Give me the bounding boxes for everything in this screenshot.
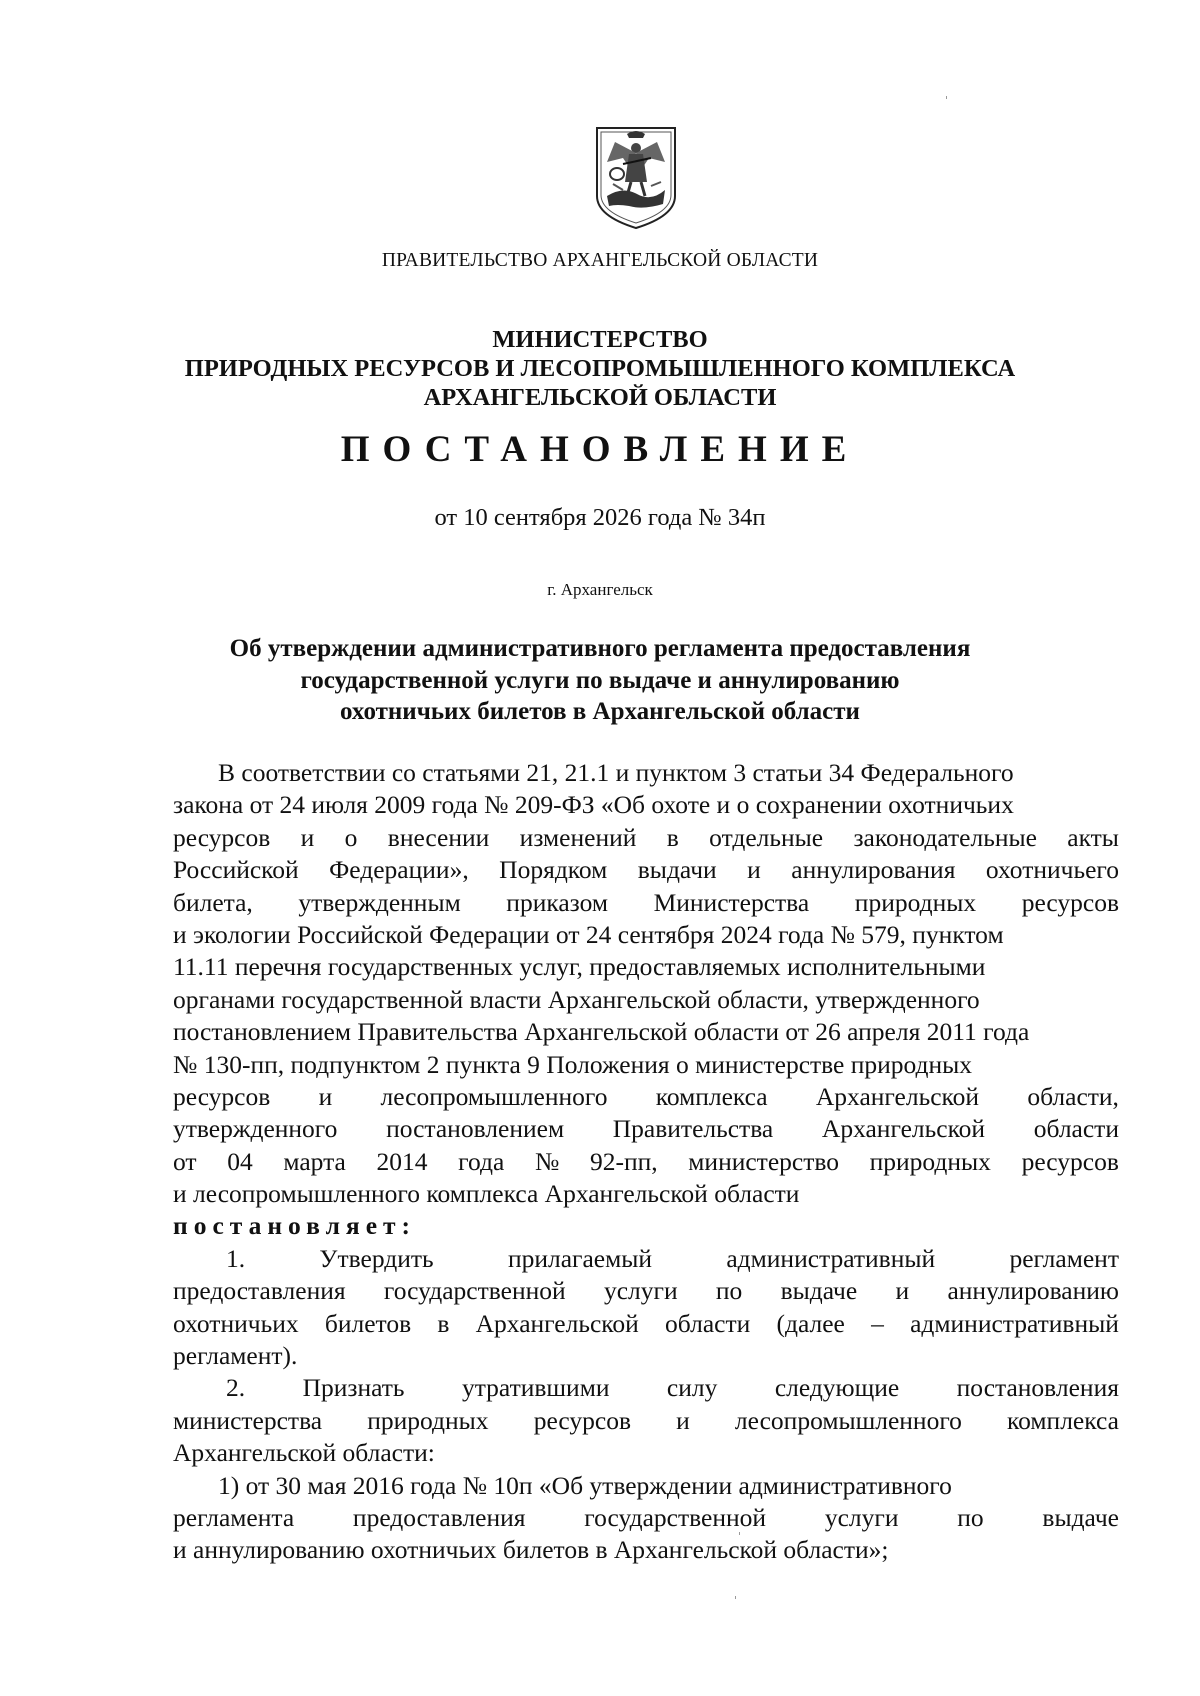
word: природных (869, 1146, 991, 1176)
word: изменений (519, 822, 637, 852)
word: ресурсов (1021, 1146, 1119, 1176)
text-line (173, 1340, 1119, 1372)
word: Архангельской (544, 1179, 708, 1209)
ministry-name (0, 325, 1200, 412)
word: 04 (227, 1146, 253, 1176)
text-line (173, 1308, 1119, 1340)
word: следующие (774, 1373, 900, 1403)
word: № (534, 1146, 560, 1176)
word: 11.11 перечня государственных услуг, предоставляемых исполнительными (173, 952, 986, 982)
ministry-line: ПРИРОДНЫХ РЕСУРСОВ И ЛЕСОПРОМЫШЛЕННОГО КОМПЛЕКСА (184, 355, 1016, 382)
title-line: Об утверждении административного регламента предоставления (229, 635, 971, 662)
word: о (344, 822, 358, 852)
word: марта (283, 1146, 346, 1176)
word: приказом (506, 887, 608, 917)
word: выдаче (1042, 1502, 1119, 1532)
text-line (173, 1372, 1119, 1404)
word: лесопромышленного (193, 1179, 421, 1209)
word: утвержденного (173, 1114, 338, 1144)
word: Архангельской (815, 1081, 980, 1111)
word: выдачи (637, 855, 717, 885)
word: и (173, 1179, 187, 1209)
scan-speck (946, 96, 947, 99)
word: услуги (603, 1276, 678, 1306)
word: по (957, 1502, 984, 1532)
word: Правительства (612, 1114, 774, 1144)
ministry-line: АРХАНГЕЛЬСКОЙ ОБЛАСТИ (423, 384, 777, 411)
word: охотничьего (985, 855, 1119, 885)
word: и (676, 1405, 690, 1435)
word: ресурсов (173, 1081, 271, 1111)
word: предоставления (352, 1502, 526, 1532)
word: и экологии Российской Федерации от 24 сентября 2024 года № 579, пунктом (173, 919, 1004, 949)
word: утратившими (461, 1373, 610, 1403)
word: предоставления (173, 1276, 346, 1306)
word: регламент (1009, 1243, 1119, 1273)
word: комплекса (655, 1081, 768, 1111)
text-line (173, 1178, 1119, 1210)
title-line: государственной услуги по выдаче и аннулированию (300, 666, 900, 694)
word: и (747, 855, 761, 885)
word: Архангельской (821, 1114, 986, 1144)
word: министерство (688, 1146, 839, 1176)
coat-of-arms-icon (593, 124, 679, 230)
scan-speck (739, 1532, 740, 1535)
word: Федерации», (329, 855, 469, 885)
word: Архангельской области: (173, 1438, 435, 1468)
document-body (173, 757, 1119, 1567)
word: в (666, 822, 679, 852)
word: и (895, 1276, 910, 1306)
word: В соответствии со статьями 21, 21.1 и пунктом 3 статьи 34 Федерального (218, 758, 1014, 787)
word: от (173, 1146, 197, 1176)
word: в (437, 1308, 450, 1338)
text-line (173, 822, 1119, 854)
text-line (173, 1016, 1119, 1048)
text-line (173, 919, 1119, 951)
word: внесении (387, 822, 490, 852)
word: природных (854, 887, 977, 917)
word: Архангельской (475, 1308, 639, 1338)
word: (далее (776, 1308, 845, 1338)
word: акты (1067, 822, 1119, 852)
document-title (0, 633, 1200, 728)
preamble (173, 757, 1119, 1210)
word: Утвердить (319, 1243, 434, 1273)
word: Российской (173, 855, 299, 885)
word: области (1033, 1114, 1119, 1144)
word: лесопромышленного (734, 1405, 962, 1435)
word: билета, (173, 887, 253, 917)
resolves-line (173, 1210, 1119, 1242)
word: области (665, 1308, 751, 1338)
text-line (173, 1049, 1119, 1081)
word: утвержденным (298, 887, 461, 917)
word: административный (910, 1308, 1119, 1338)
word: и аннулированию охотничьих билетов в Архангельской области»; (173, 1535, 889, 1565)
text-line (173, 984, 1119, 1016)
text-line (173, 1534, 1119, 1566)
text-line (173, 1243, 1119, 1275)
word: государственной (383, 1276, 566, 1306)
word: Министерства (653, 887, 810, 917)
document-type: ПОСТАНОВЛЕНИЕ (340, 429, 860, 470)
text-line (173, 1146, 1119, 1178)
date-and-number: от 10 сентября 2026 года № 34п (434, 504, 766, 531)
word: 92-пп, (589, 1146, 658, 1176)
word: силу (666, 1373, 718, 1403)
word: постановления (956, 1373, 1119, 1403)
scan-speck (735, 1596, 736, 1599)
word: комплекса (426, 1179, 539, 1209)
text-line (173, 757, 1119, 789)
text-line (173, 1437, 1119, 1469)
word: 2014 (376, 1146, 428, 1176)
word: аннулирования (791, 855, 956, 885)
title-line: охотничьих билетов в Архангельской области (340, 698, 860, 725)
word: услуги (824, 1502, 899, 1532)
word: законодательные (853, 822, 1037, 852)
word: административный (726, 1243, 936, 1273)
word: Порядком (499, 855, 608, 885)
text-line (173, 1405, 1119, 1437)
text-line (173, 887, 1119, 919)
word: области, (1027, 1081, 1119, 1111)
word: по (715, 1276, 743, 1306)
word: отдельные (709, 822, 824, 852)
word: Признать (302, 1373, 405, 1403)
text-line (173, 951, 1119, 983)
word: 1. (226, 1243, 246, 1273)
word: природных (367, 1405, 489, 1435)
word: билетов (324, 1308, 412, 1338)
ministry-line: МИНИСТЕРСТВО (492, 326, 708, 353)
government-name: ПРАВИТЕЛЬСТВО АРХАНГЕЛЬСКОЙ ОБЛАСТИ (381, 250, 819, 271)
word: – (871, 1308, 884, 1338)
word: охотничьих (173, 1308, 299, 1338)
word: закона от 24 июля 2009 года № 209-ФЗ «Об охоте и о сохранении охотничьих (173, 790, 1014, 820)
text-line (173, 1275, 1119, 1307)
word: постановлением Правительства Архангельской области от 26 апреля 2011 года (173, 1017, 1030, 1047)
word: прилагаемый (507, 1243, 653, 1273)
word: 2. (226, 1373, 246, 1403)
word: регламент). (173, 1341, 298, 1371)
text-line (173, 1502, 1119, 1534)
word: лесопромышленного (380, 1081, 608, 1111)
item-2 (173, 1372, 1119, 1469)
word: комплекса (1007, 1405, 1119, 1435)
text-line (173, 854, 1119, 886)
city: г. Архангельск (547, 580, 653, 599)
text-line (173, 1081, 1119, 1113)
item-1 (173, 1243, 1119, 1373)
word: органами государственной власти Архангельской области, утвержденного (173, 984, 980, 1014)
word: области (714, 1179, 800, 1209)
word: года (458, 1146, 505, 1176)
word: ресурсов (173, 822, 271, 852)
word: министерства (173, 1405, 323, 1435)
sub-item-1 (173, 1470, 1119, 1567)
word: и (318, 1081, 333, 1111)
word: ресурсов (533, 1405, 631, 1435)
resolves-word: постановляет: (173, 1211, 417, 1241)
text-line (173, 1113, 1119, 1145)
word: выдаче (780, 1276, 858, 1306)
word: и (300, 822, 315, 852)
word: постановлением (386, 1114, 565, 1144)
word: 1) от 30 мая 2016 года № 10п «Об утверждении административного (218, 1470, 952, 1500)
word: государственной (584, 1502, 767, 1532)
word: № 130-пп, подпунктом 2 пункта 9 Положения о министерстве природных (173, 1049, 973, 1079)
text-line (173, 789, 1119, 821)
word: аннулированию (947, 1276, 1119, 1306)
text-line (173, 1470, 1119, 1502)
word: ресурсов (1021, 887, 1119, 917)
word: регламента (173, 1502, 295, 1532)
